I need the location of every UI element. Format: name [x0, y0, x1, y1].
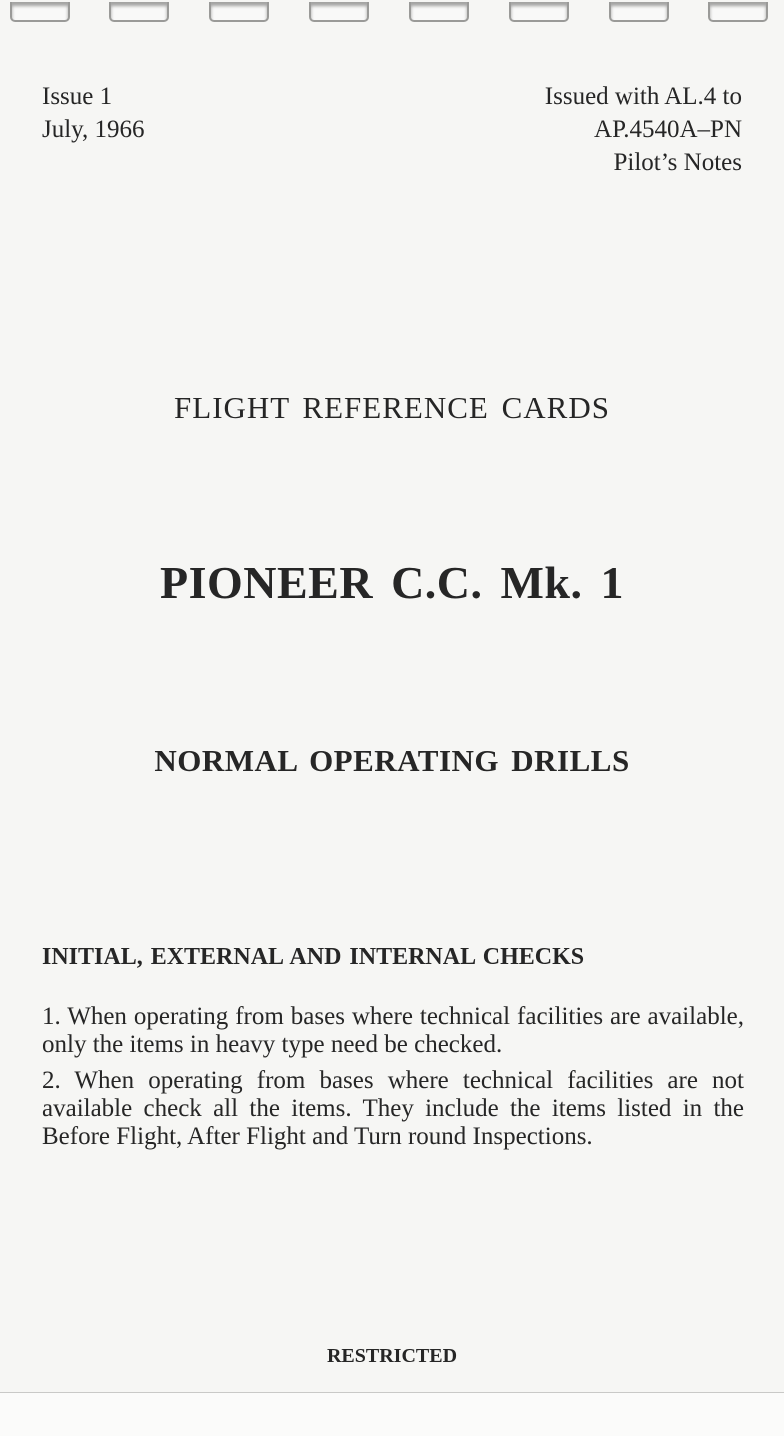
- cards-title: FLIGHT REFERENCE CARDS: [174, 390, 610, 425]
- spiral-binding: [0, 0, 784, 30]
- binding-slot: [209, 2, 269, 22]
- publication-info: [545, 80, 742, 179]
- binding-slot: [10, 2, 70, 22]
- aircraft-title: PIONEER C.C. Mk. 1: [159, 557, 625, 608]
- binding-slot: [609, 2, 669, 22]
- issue-number: Issue 1: [42, 83, 113, 110]
- paragraph-1: 1. When operating from bases where technical facilities are available, only the items in heavy type need be checked.: [42, 1003, 744, 1058]
- background-strip: [0, 1393, 784, 1436]
- issue-date: July, 1966: [42, 116, 145, 143]
- section-heading: INITIAL, EXTERNAL AND INTERNAL CHECKS: [42, 944, 585, 970]
- paragraph-2: 2. When operating from bases where technical facilities are not available check all the items. They include the items listed in the Before Flight, After Flight and Turn round Inspections.: [42, 1067, 744, 1150]
- pilots-notes-text: Pilot’s Notes: [613, 149, 742, 176]
- binding-slot: [309, 2, 369, 22]
- binding-slot: [109, 2, 169, 22]
- issue-info: [42, 80, 145, 146]
- classification-label: RESTRICTED: [326, 1345, 458, 1367]
- binding-slot: [509, 2, 569, 22]
- publication-number: AP.4540A–PN: [594, 116, 742, 143]
- binding-slot: [708, 2, 768, 22]
- binding-slot: [409, 2, 469, 22]
- drills-title: NORMAL OPERATING DRILLS: [154, 743, 630, 778]
- issued-with-text: Issued with AL.4 to: [544, 83, 742, 110]
